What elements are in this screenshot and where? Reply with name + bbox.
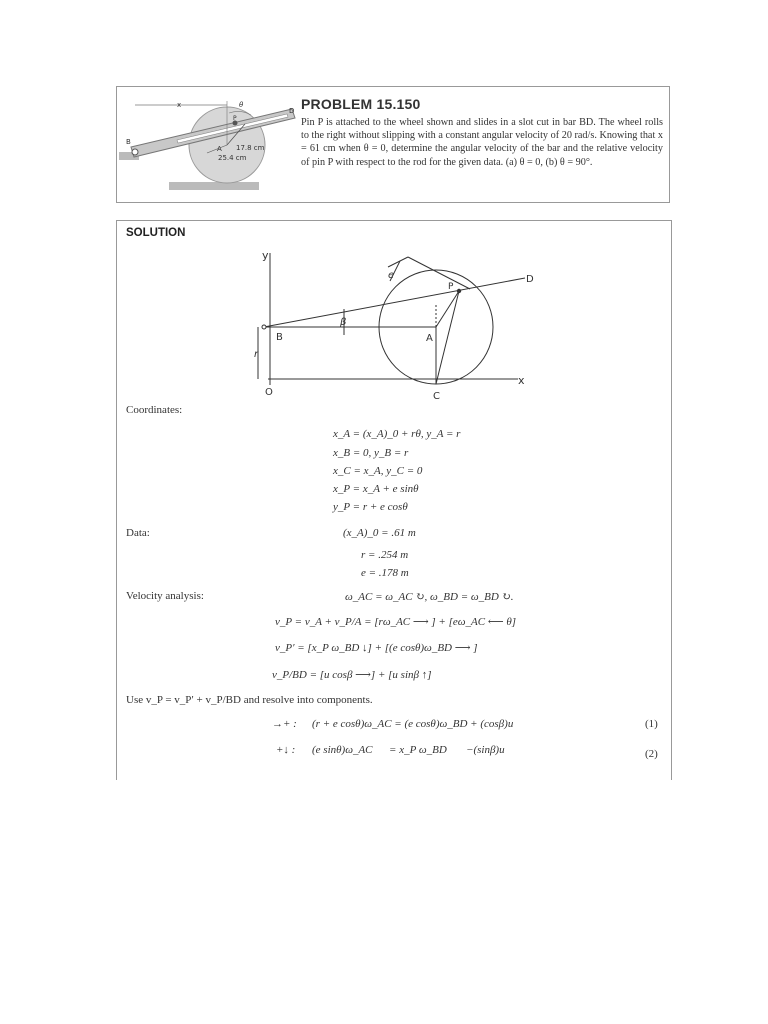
- diag-label-a: A: [426, 333, 433, 344]
- fig-label-theta: θ: [239, 101, 244, 109]
- diag-label-b: B: [276, 332, 283, 343]
- line-ap: [436, 291, 459, 327]
- fig-label-b: B: [126, 138, 131, 146]
- data-eq-2: r = .254 m: [361, 549, 409, 561]
- ground-block: [169, 182, 259, 190]
- diag-label-beta: β: [340, 317, 347, 328]
- fig-label-p: P: [233, 115, 237, 122]
- fig-label-a: A: [217, 145, 222, 153]
- diag-label-d: D: [526, 274, 534, 285]
- component-eq-1: (r + e cosθ)ω_AC = (e cosθ)ω_BD + (cosβ)u: [312, 718, 514, 730]
- diag-label-y: y: [262, 249, 269, 262]
- fig-label-d: D: [289, 107, 295, 115]
- fig-dim-r: 25.4 cm: [218, 154, 247, 162]
- fig-dim-e: 17.8 cm: [236, 144, 265, 152]
- diag-label-e: e: [388, 270, 395, 281]
- diag-label-r: r: [254, 349, 259, 360]
- coord-eq-3: x_C = x_A, y_C = 0: [333, 465, 423, 477]
- coord-eq-2: x_B = 0, y_B = r: [333, 447, 409, 459]
- velocity-eq-2: v_P = v_A + v_P/A = [rω_AC ⟶ ] + [eω_AC ⟵ θ]: [275, 616, 517, 628]
- fig-label-x: x: [177, 101, 182, 109]
- solution-diagram: [240, 245, 540, 400]
- component-eq-2: (e sinθ)ω_AC = x_P ω_BD −(sinβ)u: [312, 744, 505, 756]
- diag-label-c: C: [433, 391, 440, 400]
- problem-figure: [117, 87, 299, 202]
- component-dir-1: →+ :: [272, 718, 297, 730]
- coord-eq-5: y_P = r + e cosθ: [333, 501, 408, 513]
- coord-eq-1: x_A = (x_A)_0 + rθ, y_A = r: [333, 428, 461, 440]
- equation-number-2: (2): [645, 748, 658, 760]
- velocity-eq-3: v_P′ = [x_P ω_BD ↓] + [(e cosθ)ω_BD ⟶ ]: [275, 642, 478, 654]
- coord-eq-4: x_P = x_A + e sinθ: [333, 483, 419, 495]
- use-line: Use v_P = v_P′ + v_P/BD and resolve into components.: [126, 694, 373, 706]
- pin-p-dot: [457, 289, 461, 293]
- component-dir-2: +↓ :: [276, 744, 296, 756]
- data-eq-3: e = .178 m: [361, 567, 409, 579]
- diag-label-o: O: [265, 387, 273, 398]
- data-eq-1: (x_A)_0 = .61 m: [343, 527, 416, 539]
- diag-label-p: P: [448, 282, 454, 292]
- velocity-eq-4: v_P/BD = [u cosβ ⟶] + [u sinβ ↑]: [272, 669, 432, 681]
- velocity-label: Velocity analysis:: [126, 590, 204, 602]
- solution-title: SOLUTION: [126, 227, 186, 239]
- pin-b: [132, 149, 138, 155]
- line-bd: [264, 278, 525, 327]
- equation-number-1: (1): [645, 718, 658, 730]
- data-label: Data:: [126, 527, 150, 539]
- coordinates-label: Coordinates:: [126, 404, 183, 416]
- problem-statement: Pin P is attached to the wheel shown and slides in a slot cut in bar BD. The wheel rolls to the right without slipping with a constant angular velocity of 20 rad/s. Knowing that x = 61 cm when θ = 0, determine the angular velocity of the bar and the relative velocity of pin P with respect to the rod for the given data. (a) θ = 0, (b) θ = 90°.: [301, 117, 663, 168]
- diag-label-x: x: [518, 374, 525, 387]
- problem-title: PROBLEM 15.150: [301, 96, 421, 112]
- pin-b-dot: [262, 325, 266, 329]
- velocity-eq-1: ω_AC = ω_AC ↻, ω_BD = ω_BD ↻.: [345, 591, 514, 603]
- line-pc: [436, 291, 459, 384]
